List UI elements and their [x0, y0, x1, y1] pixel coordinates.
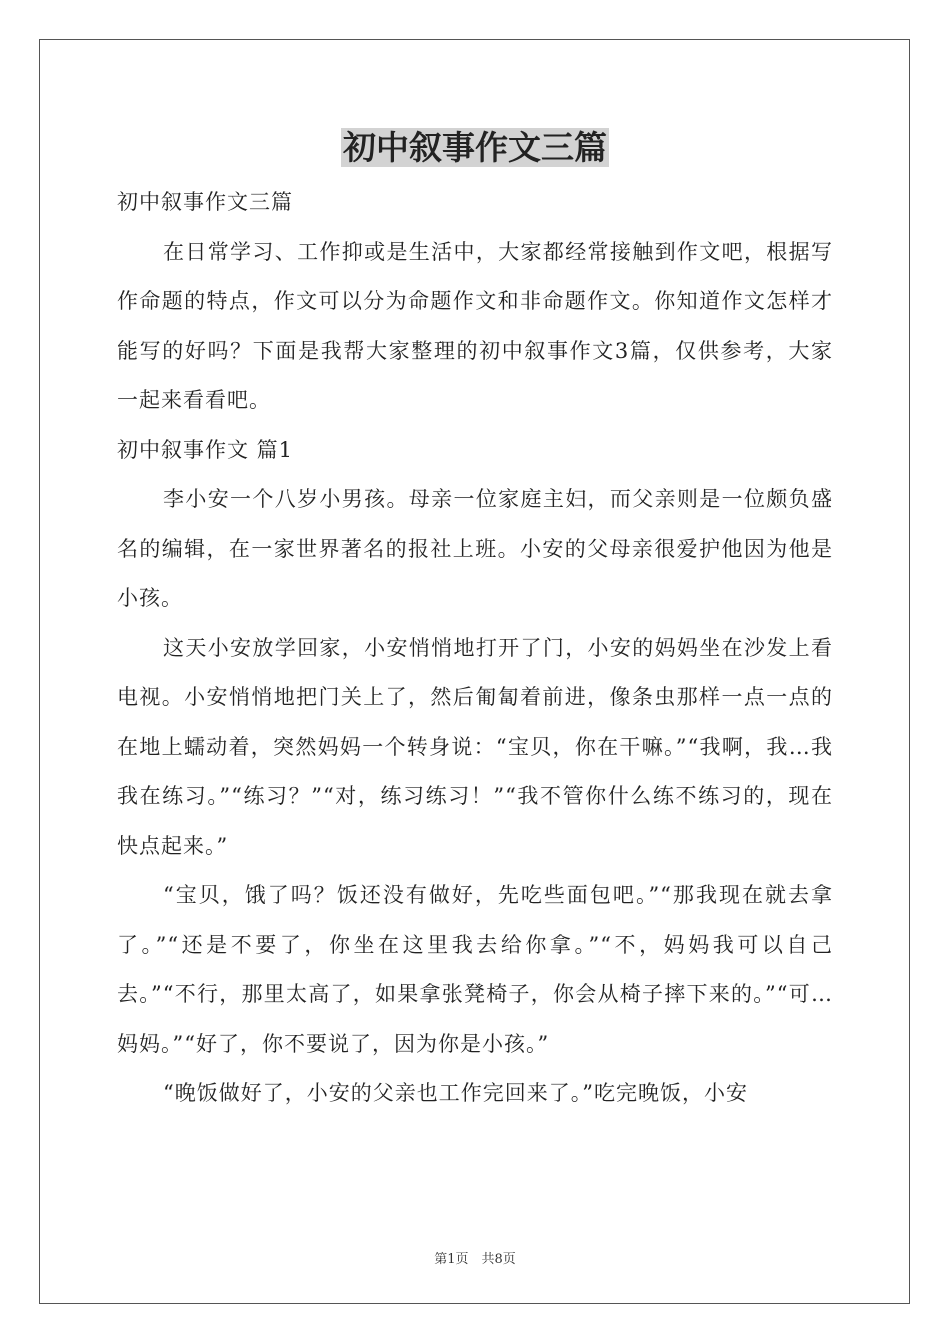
- document-title-text: 初中叙事作文三篇: [343, 128, 607, 167]
- document-subtitle: 初中叙事作文三篇: [117, 190, 293, 214]
- paragraph-intro: 在日常学习、工作抑或是生活中，大家都经常接触到作文吧，根据写作命题的特点，作文可以分为命题作文和非命题作文。你知道作文怎样才能写的好吗？下面是我帮大家整理的初中叙事作文3篇，仅供参考，大家一起来看看吧。: [117, 239, 833, 412]
- document-body: [117, 178, 833, 1119]
- paragraph: 李小安一个八岁小男孩。母亲一位家庭主妇，而父亲则是一位颇负盛名的编辑，在一家世界著名的报社上班。小安的父母亲很爱护他因为他是小孩。: [117, 487, 833, 610]
- paragraph: “宝贝，饿了吗？饭还没有做好，先吃些面包吧。”“那我现在就去拿了。”“还是不要了，你坐在这里我去给你拿。”“不，妈妈我可以自己去。”“不行，那里太高了，如果拿张凳椅子，你会从椅子摔下来的。”“可…妈妈。”“好了，你不要说了，因为你是小孩。”: [117, 883, 833, 1056]
- section-heading: 初中叙事作文 篇1: [117, 437, 294, 462]
- page-footer: 第1页 共8页: [434, 1252, 516, 1267]
- paragraph: 这天小安放学回家，小安悄悄地打开了门，小安的妈妈坐在沙发上看电视。小安悄悄地把门关上了，然后匍匐着前进，像条虫那样一点一点的在地上蠕动着，突然妈妈一个转身说：“宝贝，你在干嘛。”“我啊，我…我我在练习。”“练习？”“对，练习练习！”“我不管你什么练不练习的，现在快点起来。”: [117, 635, 833, 858]
- paragraph: “晚饭做好了，小安的父亲也工作完回来了。”吃完晚饭，小安: [163, 1081, 748, 1105]
- document-title: [0, 126, 950, 170]
